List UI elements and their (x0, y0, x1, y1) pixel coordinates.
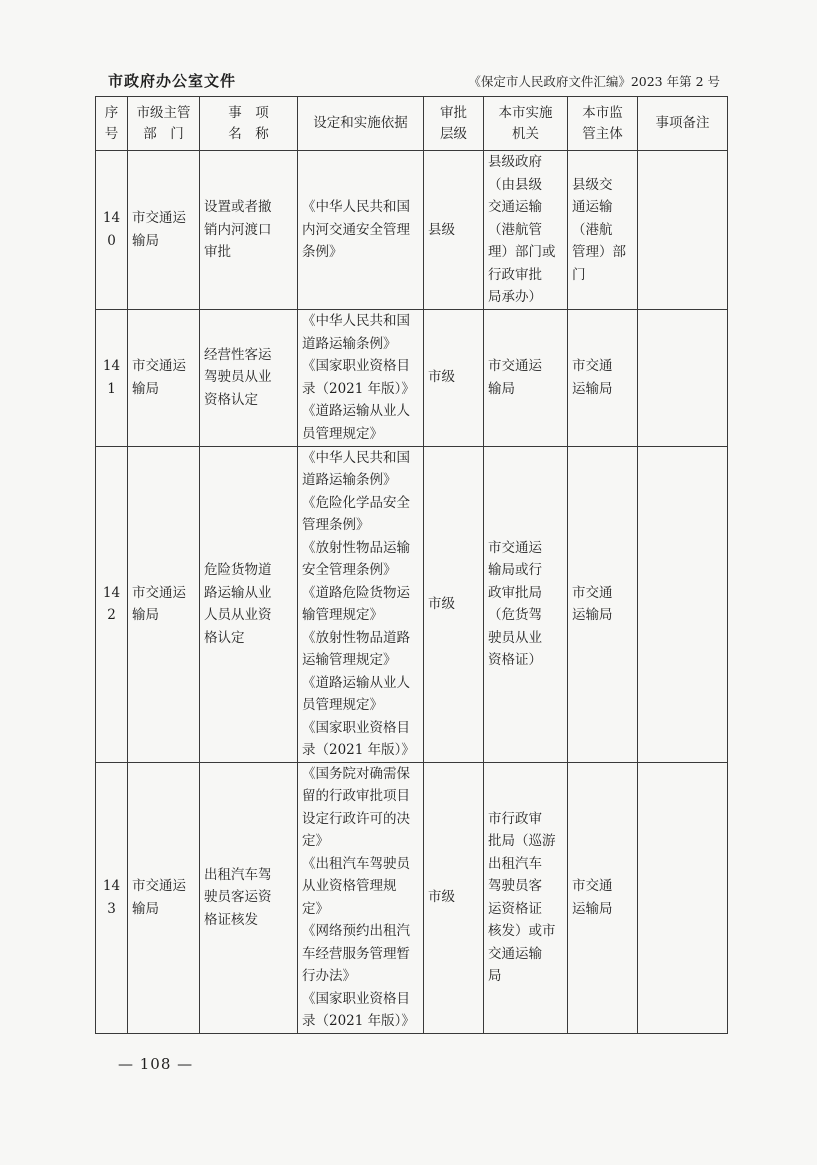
table-header-row (96, 97, 728, 151)
cell-remark (638, 446, 728, 762)
table-row (96, 446, 728, 762)
col-header-supervisor: 本市监 管主体 (568, 97, 638, 151)
running-header (94, 62, 724, 90)
cell-basis: 《中华人民共和国 内河交通安全管理 条例》 (298, 151, 424, 310)
cell-supervisor: 市交通 运输局 (568, 446, 638, 762)
approval-items-table (95, 96, 728, 1034)
col-header-seq: 序 号 (96, 97, 128, 151)
cell-remark (638, 309, 728, 446)
cell-level: 县级 (424, 151, 484, 310)
cell-remark (638, 151, 728, 310)
cell-supervisor: 市交通 运输局 (568, 309, 638, 446)
col-header-name: 事 项 名 称 (200, 97, 298, 151)
cell-dept: 市交通运 输局 (128, 151, 200, 310)
cell-dept: 市交通运 输局 (128, 446, 200, 762)
cell-level: 市级 (424, 762, 484, 1033)
cell-supervisor: 市交通 运输局 (568, 762, 638, 1033)
col-header-agency: 本市实施 机关 (484, 97, 568, 151)
cell-supervisor: 县级交 通运输 （港航 管理）部 门 (568, 151, 638, 310)
cell-basis: 《国务院对确需保 留的行政审批项目 设定行政许可的决 定》 《出租汽车驾驶员 从业资格管理规 定》 《网络预约出租汽 车经营服务管理暂 行办法》 《国家职业资格目 录（2021 年版）》 (298, 762, 424, 1033)
col-header-basis: 设定和实施依据 (298, 97, 424, 151)
col-header-level: 审批 层级 (424, 97, 484, 151)
cell-dept: 市交通运 输局 (128, 309, 200, 446)
page-number: — 108 — (118, 1055, 194, 1073)
cell-item-name: 出租汽车驾 驶员客运资 格证核发 (200, 762, 298, 1033)
cell-basis: 《中华人民共和国 道路运输条例》 《危险化学品安全 管理条例》 《放射性物品运输 安全管理条例》 《道路危险货物运 输管理规定》 《放射性物品道路 运输管理规定》 《道路运输从业人 员管理规定》 《国家职业资格目 录（2021 年版）》 (298, 446, 424, 762)
col-header-dept: 市级主管 部 门 (128, 97, 200, 151)
cell-agency: 市交通运 输局 (484, 309, 568, 446)
table-row (96, 762, 728, 1033)
cell-level: 市级 (424, 309, 484, 446)
cell-level: 市级 (424, 446, 484, 762)
cell-agency: 市交通运 输局或行 政审批局 （危货驾 驶员从业 资格证） (484, 446, 568, 762)
col-header-remark: 事项备注 (638, 97, 728, 151)
table-row (96, 309, 728, 446)
publication-title: 《保定市人民政府文件汇编》2023 年第 2 号 (468, 74, 720, 89)
cell-seq: 142 (96, 446, 128, 762)
cell-remark (638, 762, 728, 1033)
cell-seq: 143 (96, 762, 128, 1033)
cell-item-name: 危险货物道 路运输从业 人员从业资 格认定 (200, 446, 298, 762)
issuer-title: 市政府办公室文件 (108, 72, 237, 90)
cell-seq: 141 (96, 309, 128, 446)
table-row (96, 151, 728, 310)
cell-item-name: 经营性客运 驾驶员从业 资格认定 (200, 309, 298, 446)
cell-agency: 县级政府 （由县级 交通运输 （港航管 理）部门或 行政审批 局承办） (484, 151, 568, 310)
cell-seq: 140 (96, 151, 128, 310)
cell-dept: 市交通运 输局 (128, 762, 200, 1033)
cell-basis: 《中华人民共和国 道路运输条例》 《国家职业资格目 录（2021 年版）》 《道路运输从业人 员管理规定》 (298, 309, 424, 446)
cell-agency: 市行政审 批局（巡游 出租汽车 驾驶员客 运资格证 核发）或市 交通运输 局 (484, 762, 568, 1033)
cell-item-name: 设置或者撤 销内河渡口 审批 (200, 151, 298, 310)
